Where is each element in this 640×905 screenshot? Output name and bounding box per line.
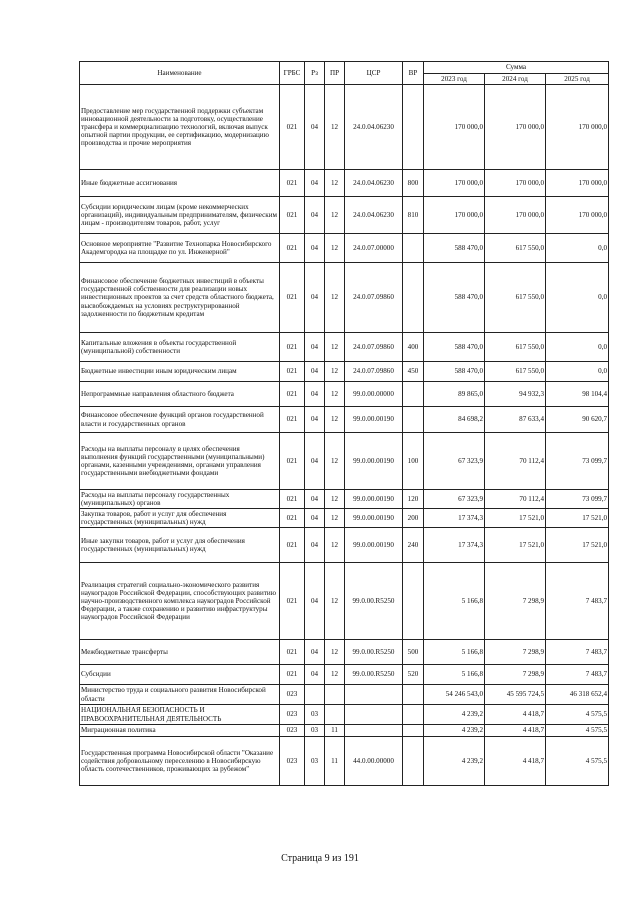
cell-rz: 04 xyxy=(305,563,325,640)
cell-sum-2025: 170 000,0 xyxy=(546,85,609,170)
cell-sum-2024: 170 000,0 xyxy=(485,85,546,170)
cell-sum-2024: 70 112,4 xyxy=(485,433,546,490)
cell-sum-2025: 0,0 xyxy=(546,333,609,362)
cell-grbs: 021 xyxy=(280,490,305,509)
cell-sum-2024: 617 550,0 xyxy=(485,362,546,382)
cell-vr xyxy=(403,382,424,407)
cell-rz: 04 xyxy=(305,333,325,362)
cell-sum-2024: 617 550,0 xyxy=(485,234,546,263)
cell-vr xyxy=(403,737,424,786)
cell-vr xyxy=(403,685,424,705)
cell-csr: 99.0.00.00190 xyxy=(345,509,403,528)
cell-sum-2024: 17 521,0 xyxy=(485,528,546,563)
cell-sum-2024: 170 000,0 xyxy=(485,197,546,234)
table-row xyxy=(80,528,609,563)
cell-rz xyxy=(305,685,325,705)
cell-pr: 11 xyxy=(325,725,345,737)
cell-sum-2023: 17 374,3 xyxy=(424,509,485,528)
cell-name: Расходы на выплаты персоналу государственных (муниципальных) органов xyxy=(80,490,280,509)
cell-rz: 04 xyxy=(305,263,325,333)
cell-sum-2023: 588 470,0 xyxy=(424,234,485,263)
cell-name: Иные бюджетные ассигнования xyxy=(80,170,280,197)
cell-grbs: 023 xyxy=(280,737,305,786)
cell-rz: 04 xyxy=(305,197,325,234)
cell-vr xyxy=(403,407,424,433)
cell-sum-2023: 17 374,3 xyxy=(424,528,485,563)
cell-sum-2025: 4 575,5 xyxy=(546,705,609,725)
cell-sum-2023: 67 323,9 xyxy=(424,490,485,509)
cell-sum-2025: 0,0 xyxy=(546,362,609,382)
cell-pr: 12 xyxy=(325,85,345,170)
cell-vr: 100 xyxy=(403,433,424,490)
cell-csr: 99.0.00.R5250 xyxy=(345,563,403,640)
cell-pr: 12 xyxy=(325,433,345,490)
cell-grbs: 021 xyxy=(280,85,305,170)
cell-grbs: 021 xyxy=(280,665,305,685)
table-row xyxy=(80,685,609,705)
cell-name: Реализация стратегий социально-экономического развития наукоградов Российской Федерации, способствующих развитию научно-производственного комплекса наукоградов Российской Федерации, а также сохранению и развитию инфраструктуры наукоградов Российской Федерации xyxy=(80,563,280,640)
cell-csr: 24.0.04.06230 xyxy=(345,170,403,197)
cell-sum-2023: 67 323,9 xyxy=(424,433,485,490)
cell-grbs: 021 xyxy=(280,528,305,563)
cell-sum-2025: 170 000,0 xyxy=(546,170,609,197)
cell-sum-2023: 4 239,2 xyxy=(424,737,485,786)
cell-pr: 12 xyxy=(325,197,345,234)
cell-vr xyxy=(403,563,424,640)
cell-sum-2025: 0,0 xyxy=(546,234,609,263)
cell-pr: 12 xyxy=(325,490,345,509)
col-header-2023: 2023 год xyxy=(424,74,485,85)
cell-rz: 04 xyxy=(305,234,325,263)
cell-csr: 99.0.00.00000 xyxy=(345,382,403,407)
col-header-grbs: ГРБС xyxy=(280,62,305,85)
cell-sum-2023: 588 470,0 xyxy=(424,263,485,333)
table-row xyxy=(80,362,609,382)
cell-sum-2025: 7 483,7 xyxy=(546,563,609,640)
cell-vr xyxy=(403,85,424,170)
cell-pr xyxy=(325,685,345,705)
cell-sum-2024: 4 418,7 xyxy=(485,705,546,725)
cell-sum-2023: 5 166,8 xyxy=(424,640,485,665)
cell-sum-2024: 87 633,4 xyxy=(485,407,546,433)
cell-grbs: 021 xyxy=(280,382,305,407)
col-header-csr: ЦСР xyxy=(345,62,403,85)
cell-grbs: 021 xyxy=(280,407,305,433)
cell-rz: 04 xyxy=(305,407,325,433)
col-header-pr: ПР xyxy=(325,62,345,85)
col-header-2024: 2024 год xyxy=(485,74,546,85)
cell-sum-2025: 90 620,7 xyxy=(546,407,609,433)
cell-csr: 99.0.00.00190 xyxy=(345,433,403,490)
cell-csr: 24.0.04.06230 xyxy=(345,197,403,234)
cell-rz: 03 xyxy=(305,737,325,786)
cell-csr xyxy=(345,705,403,725)
cell-rz: 03 xyxy=(305,705,325,725)
cell-csr xyxy=(345,685,403,705)
cell-rz: 04 xyxy=(305,640,325,665)
cell-name: Основное мероприятие "Развитие Технопарка Новосибирского Академгородка на площадке по ул. Инженерной" xyxy=(80,234,280,263)
cell-vr: 520 xyxy=(403,665,424,685)
cell-sum-2025: 98 104,4 xyxy=(546,382,609,407)
cell-vr: 400 xyxy=(403,333,424,362)
cell-sum-2023: 89 865,0 xyxy=(424,382,485,407)
table-row xyxy=(80,234,609,263)
cell-sum-2024: 7 298,9 xyxy=(485,563,546,640)
cell-sum-2023: 5 166,8 xyxy=(424,563,485,640)
cell-csr: 99.0.00.00190 xyxy=(345,528,403,563)
table-row xyxy=(80,509,609,528)
cell-sum-2023: 170 000,0 xyxy=(424,170,485,197)
cell-sum-2025: 17 521,0 xyxy=(546,509,609,528)
cell-vr: 450 xyxy=(403,362,424,382)
cell-name: НАЦИОНАЛЬНАЯ БЕЗОПАСНОСТЬ И ПРАВООХРАНИТЕЛЬНАЯ ДЕЯТЕЛЬНОСТЬ xyxy=(80,705,280,725)
table-row xyxy=(80,433,609,490)
cell-rz: 04 xyxy=(305,528,325,563)
cell-sum-2025: 0,0 xyxy=(546,263,609,333)
cell-sum-2023: 4 239,2 xyxy=(424,725,485,737)
table-row xyxy=(80,705,609,725)
cell-name: Расходы на выплаты персоналу в целях обеспечения выполнения функций государственными (муниципальными) органами, казенными учреждениями, органами управления государственными внебюджетными фондами xyxy=(80,433,280,490)
cell-sum-2025: 73 099,7 xyxy=(546,490,609,509)
table-row xyxy=(80,263,609,333)
cell-pr: 12 xyxy=(325,563,345,640)
cell-sum-2025: 4 575,5 xyxy=(546,725,609,737)
cell-sum-2024: 45 595 724,5 xyxy=(485,685,546,705)
cell-grbs: 021 xyxy=(280,197,305,234)
cell-pr: 12 xyxy=(325,362,345,382)
col-header-vr: ВР xyxy=(403,62,424,85)
cell-csr: 24.0.07.09860 xyxy=(345,263,403,333)
cell-name: Непрограммные направления областного бюджета xyxy=(80,382,280,407)
cell-rz: 04 xyxy=(305,490,325,509)
col-header-2025: 2025 год xyxy=(546,74,609,85)
cell-rz: 04 xyxy=(305,362,325,382)
cell-grbs: 021 xyxy=(280,433,305,490)
cell-sum-2023: 588 470,0 xyxy=(424,362,485,382)
cell-sum-2023: 170 000,0 xyxy=(424,197,485,234)
cell-sum-2025: 17 521,0 xyxy=(546,528,609,563)
cell-vr: 810 xyxy=(403,197,424,234)
cell-sum-2024: 617 550,0 xyxy=(485,263,546,333)
table-row xyxy=(80,725,609,737)
cell-sum-2025: 46 318 652,4 xyxy=(546,685,609,705)
cell-grbs: 023 xyxy=(280,705,305,725)
cell-csr: 24.0.04.06230 xyxy=(345,85,403,170)
cell-rz: 04 xyxy=(305,170,325,197)
cell-vr xyxy=(403,263,424,333)
table-row xyxy=(80,382,609,407)
cell-grbs: 021 xyxy=(280,640,305,665)
cell-grbs: 021 xyxy=(280,234,305,263)
cell-grbs: 021 xyxy=(280,263,305,333)
cell-rz: 04 xyxy=(305,665,325,685)
cell-csr xyxy=(345,725,403,737)
cell-name: Министерство труда и социального развития Новосибирской области xyxy=(80,685,280,705)
cell-pr: 12 xyxy=(325,382,345,407)
table-body xyxy=(80,85,609,786)
table-row xyxy=(80,665,609,685)
cell-grbs: 021 xyxy=(280,509,305,528)
cell-pr: 12 xyxy=(325,333,345,362)
cell-vr: 500 xyxy=(403,640,424,665)
cell-vr xyxy=(403,234,424,263)
cell-pr: 11 xyxy=(325,737,345,786)
cell-sum-2023: 588 470,0 xyxy=(424,333,485,362)
cell-name: Субсидии юридическим лицам (кроме некоммерческих организаций), индивидуальным предпринимателям, физическим лицам - производителям товаров, работ, услуг xyxy=(80,197,280,234)
cell-vr: 200 xyxy=(403,509,424,528)
cell-sum-2025: 73 099,7 xyxy=(546,433,609,490)
table-row xyxy=(80,333,609,362)
table-row xyxy=(80,407,609,433)
col-header-name: Наименование xyxy=(80,62,280,85)
cell-name: Субсидии xyxy=(80,665,280,685)
cell-sum-2024: 70 112,4 xyxy=(485,490,546,509)
table-row xyxy=(80,490,609,509)
cell-vr: 800 xyxy=(403,170,424,197)
cell-name: Миграционная политика xyxy=(80,725,280,737)
cell-sum-2025: 170 000,0 xyxy=(546,197,609,234)
cell-vr xyxy=(403,705,424,725)
cell-rz: 04 xyxy=(305,382,325,407)
cell-pr: 12 xyxy=(325,263,345,333)
cell-csr: 24.0.07.00000 xyxy=(345,234,403,263)
cell-sum-2025: 4 575,5 xyxy=(546,737,609,786)
cell-csr: 99.0.00.R5250 xyxy=(345,665,403,685)
cell-sum-2025: 7 483,7 xyxy=(546,665,609,685)
cell-rz: 03 xyxy=(305,725,325,737)
budget-table xyxy=(79,61,609,786)
cell-name: Межбюджетные трансферты xyxy=(80,640,280,665)
table-row xyxy=(80,197,609,234)
cell-sum-2023: 5 166,8 xyxy=(424,665,485,685)
cell-csr: 99.0.00.R5250 xyxy=(345,640,403,665)
cell-pr: 12 xyxy=(325,170,345,197)
page-footer: Страница 9 из 191 xyxy=(281,853,359,864)
cell-sum-2023: 4 239,2 xyxy=(424,705,485,725)
table-row xyxy=(80,85,609,170)
table-row xyxy=(80,737,609,786)
cell-name: Закупка товаров, работ и услуг для обеспечения государственных (муниципальных) нужд xyxy=(80,509,280,528)
cell-name: Финансовое обеспечение функций органов государственной власти и государственных органов xyxy=(80,407,280,433)
cell-rz: 04 xyxy=(305,433,325,490)
cell-vr xyxy=(403,725,424,737)
cell-name: Предоставление мер государственной поддержки субъектам инновационной деятельности за подготовку, осуществление трансфера и коммерциализацию технологий, включая выпуск опытной партии продукции, ее сертификацию, модернизацию производства и прочие мероприятия xyxy=(80,85,280,170)
cell-grbs: 021 xyxy=(280,563,305,640)
cell-csr: 44.0.00.00000 xyxy=(345,737,403,786)
cell-csr: 24.0.07.09860 xyxy=(345,333,403,362)
cell-pr: 12 xyxy=(325,665,345,685)
cell-pr: 12 xyxy=(325,234,345,263)
cell-sum-2023: 54 246 543,0 xyxy=(424,685,485,705)
cell-name: Иные закупки товаров, работ и услуг для обеспечения государственных (муниципальных) нужд xyxy=(80,528,280,563)
cell-sum-2024: 170 000,0 xyxy=(485,170,546,197)
col-header-rz: Рз xyxy=(305,62,325,85)
cell-pr: 12 xyxy=(325,528,345,563)
cell-sum-2024: 4 418,7 xyxy=(485,737,546,786)
cell-grbs: 021 xyxy=(280,333,305,362)
table-row xyxy=(80,170,609,197)
cell-grbs: 021 xyxy=(280,170,305,197)
cell-csr: 99.0.00.00190 xyxy=(345,490,403,509)
cell-csr: 99.0.00.00190 xyxy=(345,407,403,433)
cell-sum-2024: 4 418,7 xyxy=(485,725,546,737)
cell-sum-2025: 7 483,7 xyxy=(546,640,609,665)
table-row xyxy=(80,640,609,665)
cell-grbs: 023 xyxy=(280,725,305,737)
col-header-sum: Сумма xyxy=(424,62,609,74)
cell-sum-2024: 17 521,0 xyxy=(485,509,546,528)
cell-sum-2024: 617 550,0 xyxy=(485,333,546,362)
cell-sum-2024: 7 298,9 xyxy=(485,665,546,685)
cell-rz: 04 xyxy=(305,85,325,170)
cell-sum-2024: 94 932,3 xyxy=(485,382,546,407)
cell-pr: 12 xyxy=(325,509,345,528)
cell-name: Финансовое обеспечение бюджетных инвестиций в объекты государственной собственности для реализации новых инвестиционных проектов за счет средств областного бюджета, высвобождаемых на условиях реструктурированной задолженности по бюджетным кредитам xyxy=(80,263,280,333)
cell-sum-2024: 7 298,9 xyxy=(485,640,546,665)
cell-grbs: 021 xyxy=(280,362,305,382)
cell-sum-2023: 170 000,0 xyxy=(424,85,485,170)
cell-csr: 24.0.07.09860 xyxy=(345,362,403,382)
cell-pr: 12 xyxy=(325,640,345,665)
cell-pr xyxy=(325,705,345,725)
table-row xyxy=(80,563,609,640)
cell-name: Капитальные вложения в объекты государственной (муниципальной) собственности xyxy=(80,333,280,362)
cell-sum-2023: 84 698,2 xyxy=(424,407,485,433)
cell-rz: 04 xyxy=(305,509,325,528)
cell-pr: 12 xyxy=(325,407,345,433)
cell-vr: 120 xyxy=(403,490,424,509)
cell-grbs: 023 xyxy=(280,685,305,705)
cell-vr: 240 xyxy=(403,528,424,563)
cell-name: Бюджетные инвестиции иным юридическим лицам xyxy=(80,362,280,382)
cell-name: Государственная программа Новосибирской области "Оказание содействия добровольному переселению в Новосибирскую область соотечественников, проживающих за рубежом" xyxy=(80,737,280,786)
